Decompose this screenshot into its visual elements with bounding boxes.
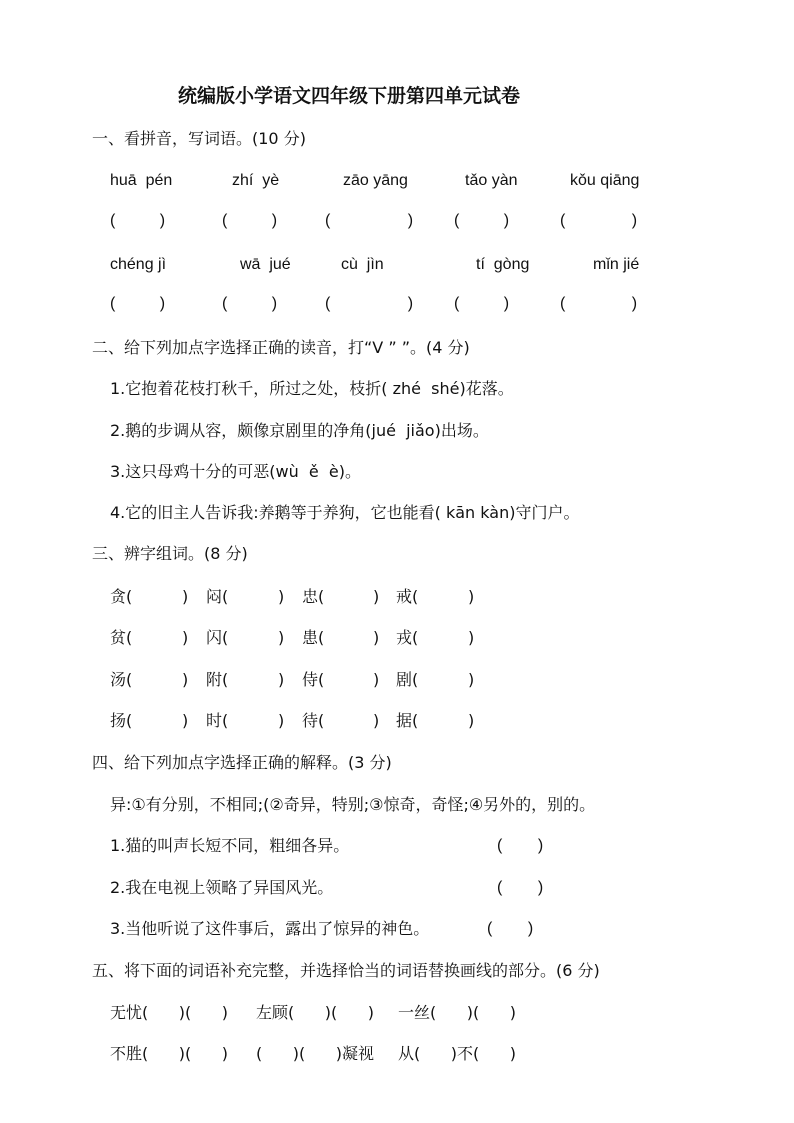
answer-blank[interactable]: ( ) xyxy=(325,295,417,312)
char-cell: 扬( xyxy=(110,711,133,730)
char-close: ) xyxy=(373,628,380,647)
char-cell: 贫( xyxy=(110,628,133,647)
definition-line: 异:①有分别，不相同;(②奇异，特别;③惊奇，奇怪;④另外的，别的。 xyxy=(110,795,596,814)
section-5-heading: 五、将下面的词语补充完整，并选择恰当的词语替换画线的部分。(6 分) xyxy=(92,961,600,980)
idiom-blank[interactable]: ( )( )凝视 xyxy=(256,1044,375,1063)
answer-blank[interactable]: ( ) xyxy=(454,295,510,312)
char-close: ) xyxy=(182,628,189,647)
page-title: 统编版小学语文四年级下册第四单元试卷 xyxy=(178,85,521,107)
char-close: ) xyxy=(278,711,285,730)
section-1-heading: 一、看拼音，写词语。(10 分) xyxy=(92,129,306,148)
char-close: ) xyxy=(373,587,380,606)
pinyin-8: cù jìn xyxy=(341,256,384,273)
question-item: 1.猫的叫声长短不同，粗细各异。 xyxy=(110,836,350,855)
pinyin-4: tǎo yàn xyxy=(465,172,518,189)
char-close: ) xyxy=(182,670,189,689)
answer-blank[interactable]: ( ) xyxy=(454,212,510,229)
char-cell: 戒( xyxy=(396,587,419,606)
char-cell: 侍( xyxy=(302,670,325,689)
question-item: 2.我在电视上领略了异国风光。 xyxy=(110,878,334,897)
question-item: 4.它的旧主人告诉我:养鹅等于养狗，它也能看( kān kàn)守门户。 xyxy=(110,503,580,522)
char-close: ) xyxy=(468,587,475,606)
answer-blank[interactable]: ( ) xyxy=(487,920,534,937)
pinyin-5: kǒu qiāng xyxy=(570,172,640,189)
char-cell: 附( xyxy=(206,670,229,689)
pinyin-2: zhí yè xyxy=(232,172,280,189)
answer-blank[interactable]: ( ) xyxy=(222,295,278,312)
char-cell: 戎( xyxy=(396,628,419,647)
idiom-blank[interactable]: 不胜( )( ) xyxy=(110,1044,229,1063)
section-4-heading: 四、给下列加点字选择正确的解释。(3 分) xyxy=(92,753,392,772)
char-close: ) xyxy=(278,670,285,689)
char-close: ) xyxy=(182,711,189,730)
pinyin-7: wā jué xyxy=(240,256,291,273)
char-cell: 时( xyxy=(206,711,229,730)
answer-blank[interactable]: ( ) xyxy=(325,212,417,229)
char-close: ) xyxy=(468,711,475,730)
question-item: 1.它抱着花枝打秋千，所过之处，枝折( zhé shé)花落。 xyxy=(110,379,514,398)
section-2-heading: 二、给下列加点字选择正确的读音，打“V ” ”。(4 分) xyxy=(92,338,470,357)
section-3-heading: 三、辨字组词。(8 分) xyxy=(92,544,248,563)
char-close: ) xyxy=(278,587,285,606)
char-cell: 贪( xyxy=(110,587,133,606)
char-cell: 汤( xyxy=(110,670,133,689)
char-close: ) xyxy=(373,670,380,689)
char-close: ) xyxy=(373,711,380,730)
pinyin-3: zāo yāng xyxy=(343,172,408,189)
answer-blank[interactable]: ( ) xyxy=(110,212,166,229)
char-cell: 闪( xyxy=(206,628,229,647)
question-item: 2.鹅的步调从容，颇像京剧里的净角(jué jiǎo)出场。 xyxy=(110,421,489,440)
answer-blank[interactable]: ( ) xyxy=(222,212,278,229)
char-close: ) xyxy=(468,628,475,647)
idiom-blank[interactable]: 无忧( )( ) xyxy=(110,1003,229,1022)
char-cell: 剧( xyxy=(396,670,419,689)
pinyin-1: huā pén xyxy=(110,172,173,189)
char-close: ) xyxy=(468,670,475,689)
idiom-blank[interactable]: 左顾( )( ) xyxy=(256,1003,375,1022)
char-cell: 闷( xyxy=(206,587,229,606)
pinyin-6: chéng jì xyxy=(110,256,167,273)
answer-blank[interactable]: ( ) xyxy=(560,295,640,312)
idiom-blank[interactable]: 一丝( )( ) xyxy=(398,1003,517,1022)
char-cell: 忠( xyxy=(302,587,325,606)
idiom-blank[interactable]: 从( )不( ) xyxy=(398,1044,517,1063)
char-cell: 据( xyxy=(396,711,419,730)
answer-blank[interactable]: ( ) xyxy=(560,212,640,229)
answer-blank[interactable]: ( ) xyxy=(110,295,166,312)
question-item: 3.当他听说了这件事后，露出了惊异的神色。 xyxy=(110,919,430,938)
pinyin-10: mǐn jié xyxy=(593,256,640,273)
answer-blank[interactable]: ( ) xyxy=(497,837,544,854)
pinyin-9: tí gòng xyxy=(476,256,530,273)
char-cell: 患( xyxy=(302,628,325,647)
char-close: ) xyxy=(278,628,285,647)
char-close: ) xyxy=(182,587,189,606)
char-cell: 待( xyxy=(302,711,325,730)
question-item: 3.这只母鸡十分的可恶(wù ě è)。 xyxy=(110,462,362,481)
answer-blank[interactable]: ( ) xyxy=(497,879,544,896)
